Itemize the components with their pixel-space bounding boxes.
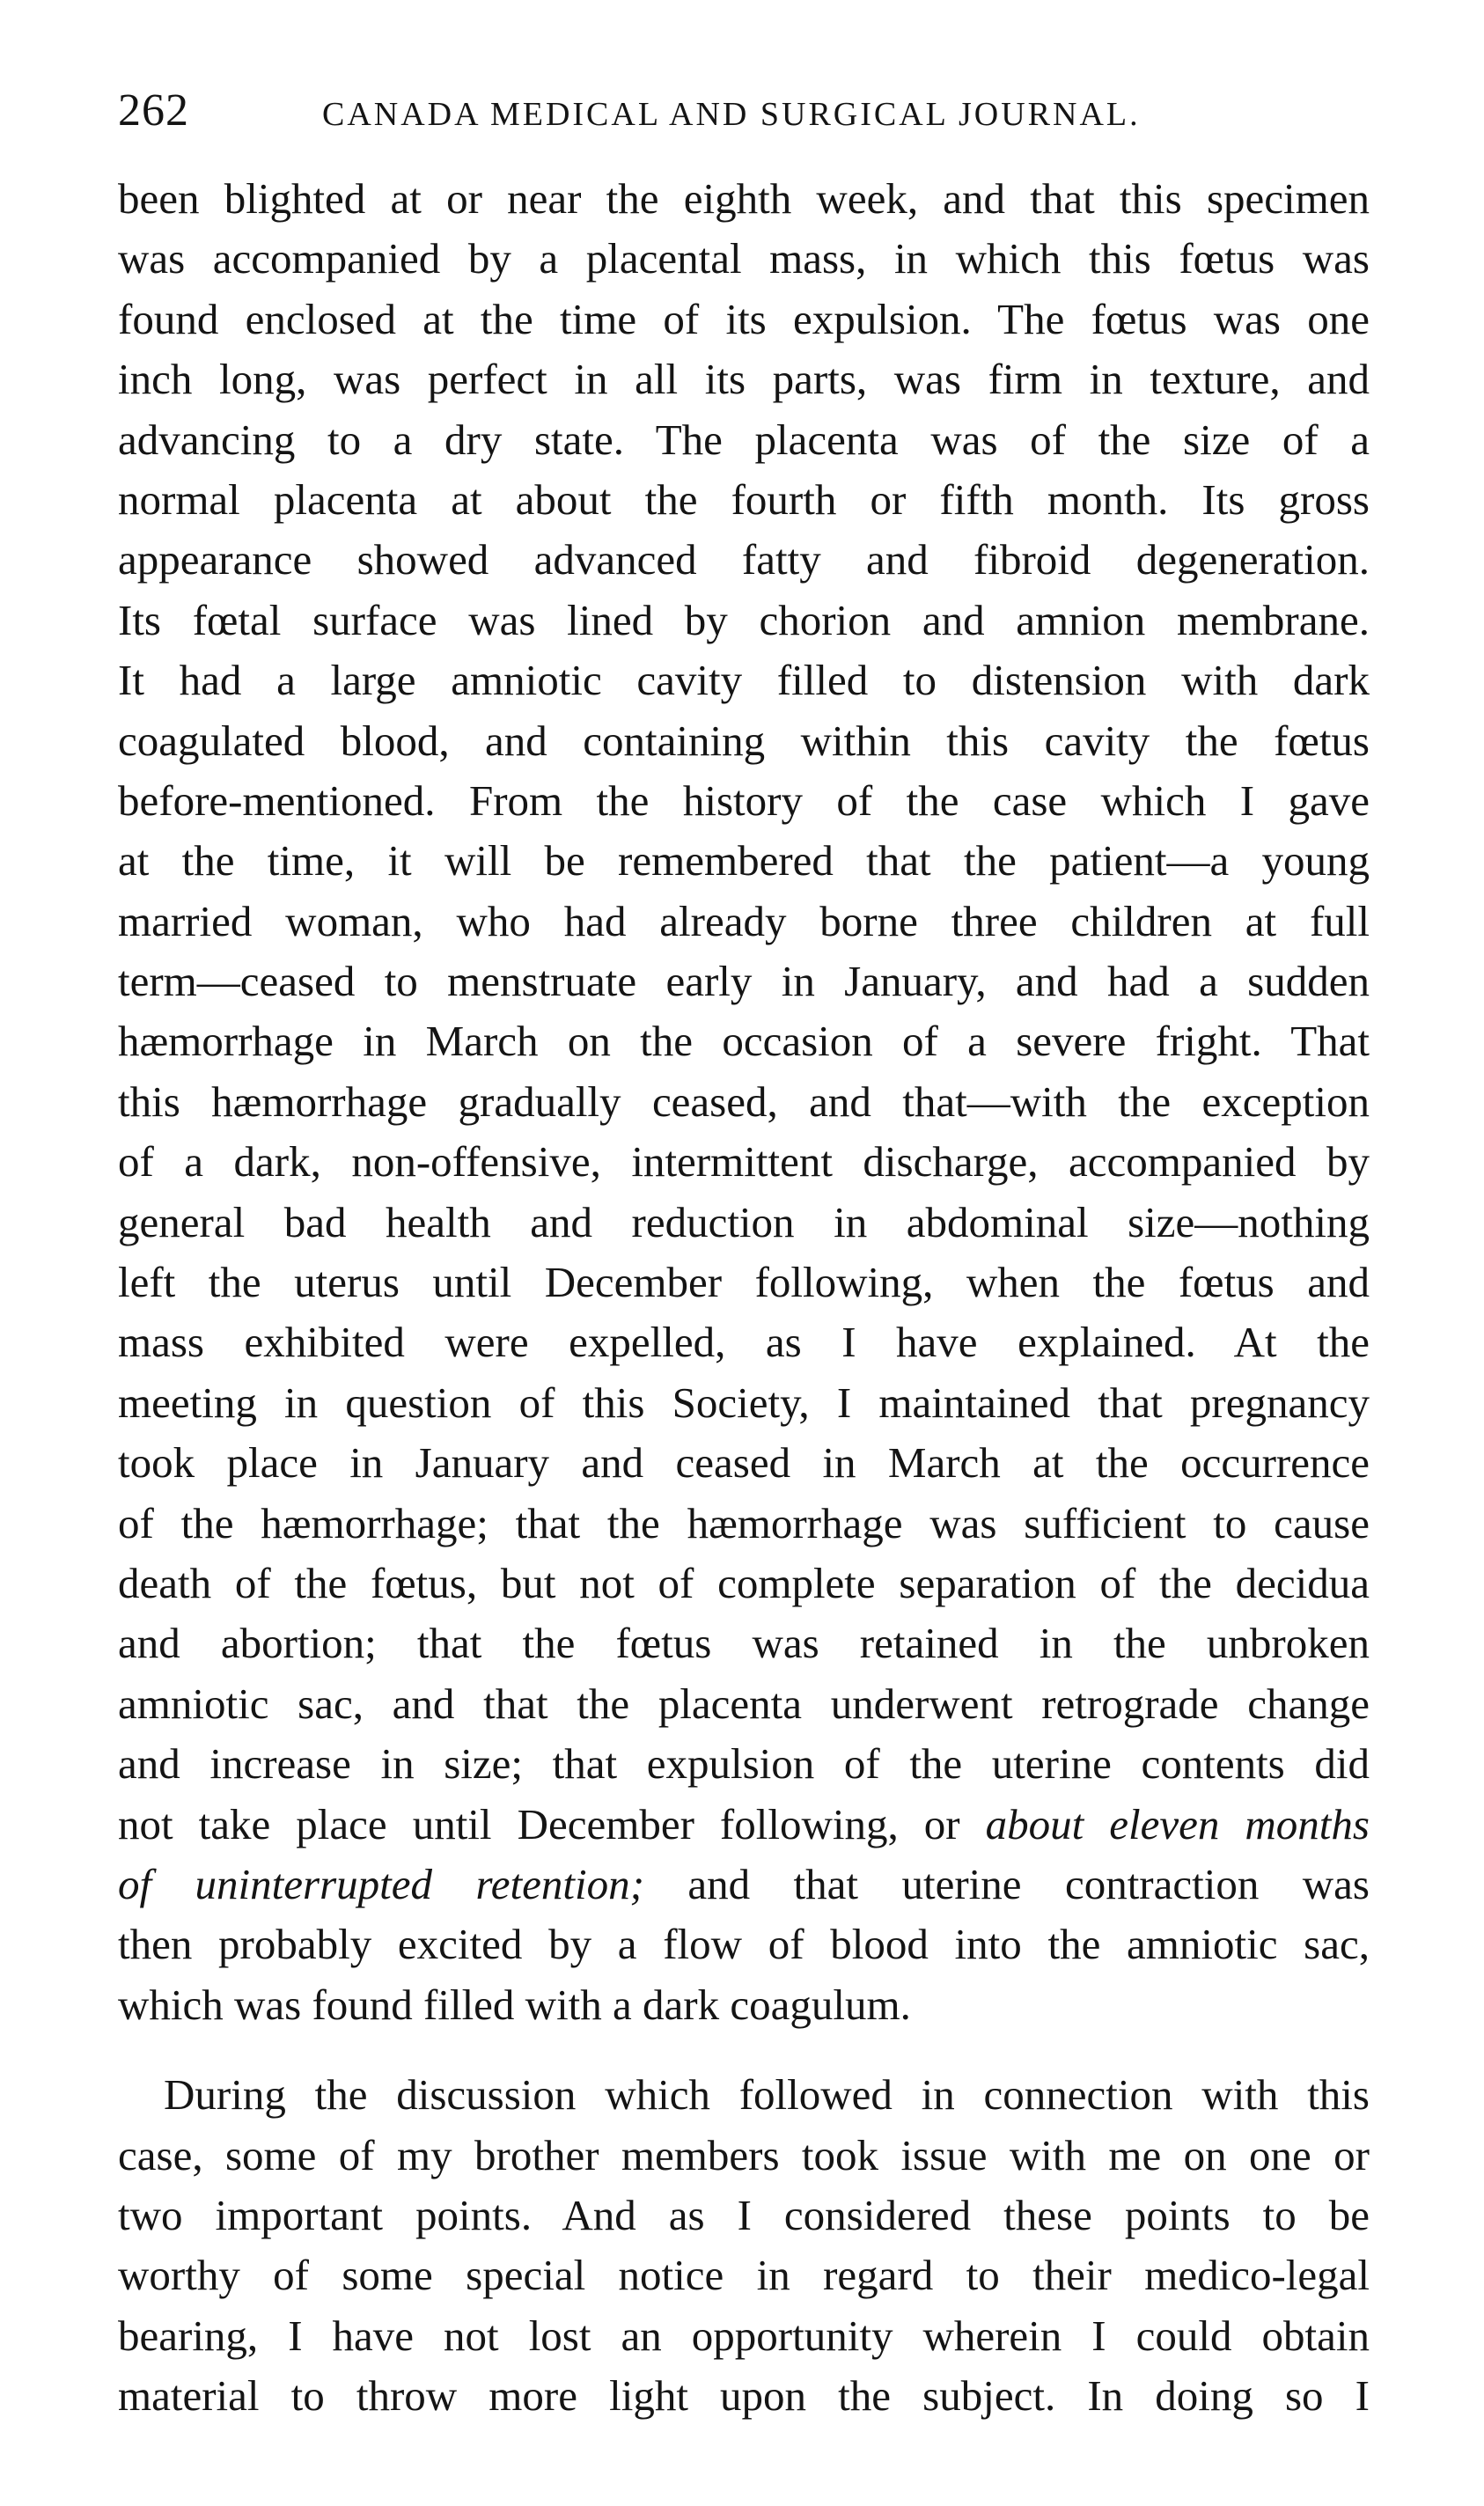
text-line: left the uterus until December following, when the fœtus and bbox=[118, 1258, 1370, 1307]
text-line: amniotic sac, and that the placenta underwent retrograde change bbox=[118, 1679, 1370, 1728]
text-line: and abortion; that the fœtus was retained in the unbroken bbox=[118, 1619, 1370, 1668]
text-line: bearing, I have not lost an opportunity wherein I could obtain bbox=[118, 2311, 1370, 2360]
text-line: and increase in size; that expulsion of the uterine contents did bbox=[118, 1739, 1370, 1789]
text-line: Its fœtal surface was lined by chorion and amnion membrane. bbox=[118, 595, 1370, 644]
text-line: death of the fœtus, but not of complete separation of the decidua bbox=[118, 1558, 1370, 1607]
text-line: hæmorrhage in March on the occasion of a severe fright. That bbox=[118, 1017, 1370, 1066]
page-header bbox=[118, 85, 1368, 137]
text-line: which was found filled with a dark coagulum. bbox=[118, 1980, 911, 2029]
text-line: coagulated blood, and containing within this cavity the fœtus bbox=[118, 716, 1370, 765]
text-line bbox=[118, 1795, 1370, 1855]
text-line: of a dark, non-offensive, intermittent discharge, accompanied by bbox=[118, 1137, 1370, 1187]
text-line: was accompanied by a placental mass, in which this fœtus was bbox=[118, 234, 1370, 283]
italic-run: about eleven months bbox=[985, 1799, 1370, 1848]
text-line: of the hæmorrhage; that the hæmorrhage was sufficient to cause bbox=[118, 1498, 1370, 1547]
text-line: term—ceased to menstruate early in January, and had a sudden bbox=[118, 957, 1370, 1006]
body-text bbox=[118, 169, 1370, 2426]
text-line: found enclosed at the time of its expulsion. The fœtus was one bbox=[118, 294, 1370, 343]
page-number: 262 bbox=[118, 85, 189, 136]
text-line: advancing to a dry state. The placenta was of the size of a bbox=[118, 415, 1370, 464]
text-line: been blighted at or near the eighth week, and that this specimen bbox=[118, 174, 1370, 223]
text-line: two important points. And as I considered these points to be bbox=[118, 2190, 1370, 2239]
text-line: took place in January and ceased in March at the occurrence bbox=[118, 1438, 1370, 1488]
text-line: meeting in question of this Society, I maintained that pregnancy bbox=[118, 1378, 1370, 1427]
text-line: this hæmorrhage gradually ceased, and that—with the exception bbox=[118, 1077, 1370, 1126]
text-line: inch long, was perfect in all its parts, was firm in texture, and bbox=[118, 355, 1370, 404]
text-line: mass exhibited were expelled, as I have explained. At the bbox=[118, 1318, 1370, 1367]
text-line: case, some of my brother members took issue with me on one or bbox=[118, 2130, 1370, 2179]
italic-run: of uninterrupted retention; bbox=[118, 1859, 644, 1908]
running-head: CANADA MEDICAL AND SURGICAL JOURNAL. bbox=[322, 96, 1141, 133]
text-line: appearance showed advanced fatty and fibroid degeneration. bbox=[118, 535, 1370, 584]
text-line: During the discussion which followed in connection with this bbox=[164, 2070, 1370, 2120]
text-line: married woman, who had already borne three children at full bbox=[118, 896, 1370, 945]
text-line: at the time, it will be remembered that the patient—a young bbox=[118, 836, 1370, 886]
text-run: and that uterine contraction was bbox=[643, 1859, 1370, 1908]
text-line: It had a large amniotic cavity filled to distension with dark bbox=[118, 656, 1370, 705]
text-run: not take place until December following, or bbox=[118, 1799, 986, 1848]
text-line: general bad health and reduction in abdominal size—nothing bbox=[118, 1197, 1370, 1246]
text-line: material to throw more light upon the subject. In doing so I bbox=[118, 2371, 1370, 2421]
text-line: normal placenta at about the fourth or fifth month. Its gross bbox=[118, 474, 1370, 524]
text-line bbox=[118, 1855, 1370, 1914]
text-line: worthy of some special notice in regard to their medico-legal bbox=[118, 2251, 1370, 2300]
text-line: before-mentioned. From the history of the case which I gave bbox=[118, 775, 1370, 825]
paragraph-gap bbox=[118, 2035, 1370, 2065]
text-line: then probably excited by a flow of blood into the amniotic sac, bbox=[118, 1920, 1370, 1969]
